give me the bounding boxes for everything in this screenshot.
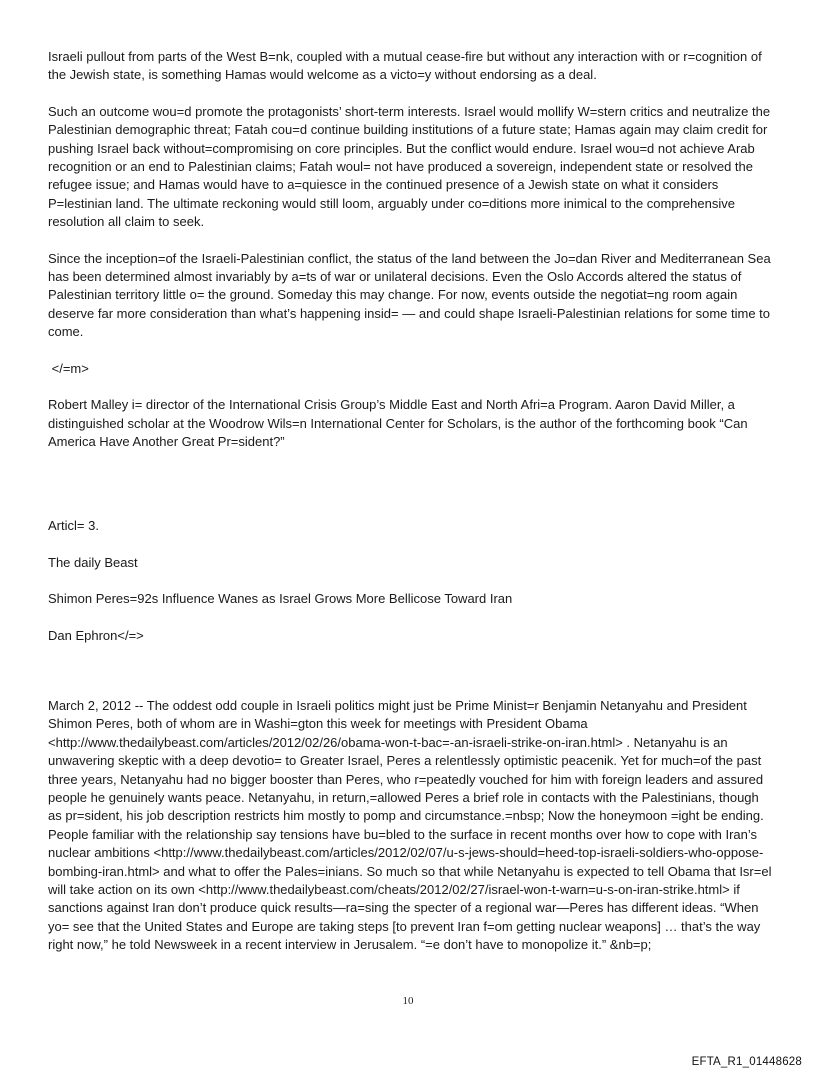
article-headline: Shimon Peres=92s Influence Wanes as Israel Grows More Bellicose Toward Iran (48, 591, 513, 607)
article-number: Articl= 3. (48, 518, 99, 534)
paragraph-markup-tag: </=m> (48, 360, 89, 376)
paragraph-author-bio: Robert Malley i= director of the International Crisis Group’s Middle East and North Afri=a Program. Aaron David Miller, a distinguished scholar at the Woodrow Wils=n International Center for Scholars, is the author of the forthcoming book “Can America Have Another Great Pr=sident?” (48, 397, 748, 449)
publication-name: The daily Beast (48, 554, 138, 570)
paragraph-article-body: March 2, 2012 -- The oddest odd couple in Israeli politics might just be Prime Minist=r Benjamin Netanyahu and President Shimon Peres, both of whom are in Washi=gton this week for meetings with President Obama <http://www.thedailybeast.com/articles/2012/02/26/obama-won-t-bac=-an-israeli-strike-on-iran.html> . Netanyahu is an unwavering skeptic with a deep devotio= to Greater Israel, Peres a relentlessly optimistic peacenik. Yet for much=of the past three years, Netanyahu had no bigger booster than Peres, who r=peatedly vouched for him with foreign leaders and assured people he genuinely wants peace. Netanyahu, in return,=allowed Peres a brief role in contacts with the Palestinians, though as pr=sident, his job description restricts him mostly to pomp and circumstance.=nbsp; Now the honeymoon =ight be ending. People familiar with the relationship say tensions have bu=bled to the surface in recent months over how to cope with Iran’s nuclear ambitions <http://www.thedailybeast.com/articles/2012/02/07/u-s-jews-should=heed-top-israeli-soldiers-who-oppose-bombing-iran.html> and what to offer the Pales=inians. So much so that while Netanyahu is expected to tell Obama that Isr=el will take action on its own <http://www.thedailybeast.com/cheats/2012/02/27/israel-won-t-warn=u-s-on-iran-strike.html> if sanctions against Iran don’t produce quick results—ra=sing the specter of a regional war—Peres has different ideas. “When yo= see that the United States and Europe are taking steps [to prevent Iran f=om getting nuclear weapons] … that’s the way right now,” he told Newsweek in a recent interview in Jerusalem. “=e don’t have to monopolize it.” &nb=p; (48, 697, 772, 953)
article-byline: Dan Ephron</=> (48, 627, 144, 643)
document-id: EFTA_R1_01448628 (691, 1056, 802, 1068)
paragraph-outcome: Such an outcome wou=d promote the protagonists’ short-term interests. Israel would mollify W=stern critics and neutralize the Palestinian demographic threat; Fatah cou=d continue building institutions of a future state; Hamas again may claim credit for pushing Israel back without=compromising on core principles. But the conflict would endure. Israel wou=d not achieve Arab recognition or an end to Palestinian claims; Fatah woul= not have produced a sovereign, independent state or resolved the refugee issue; and Hamas would have to a=quiesce in the continued presence of a Jewish state on what it considers P=lestinian land. The ultimate reckoning would still loom, arguably under co=ditions more inimical to the comprehensive resolution all claim to seek. (48, 103, 771, 230)
paragraph-pullout: Israeli pullout from parts of the West B=nk, coupled with a mutual cease-fire but without any interaction with or r=cognition of the Jewish state, is something Hamas would welcome as a victo=y without endorsing as a deal. (48, 49, 762, 83)
paragraph-inception: Since the inception=of the Israeli-Palestinian conflict, the status of the land between the Jo=dan River and Mediterranean Sea has been determined almost invariably by a=ts of war or unilateral decisions. Even the Oslo Accords altered the status of Palestinian territory little o= the ground. Someday this may change. For now, events outside the negotiat=ng room again deserve far more consideration than what’s happening insid= — and could shape Israeli-Palestinian relations for some time to come. (48, 250, 771, 340)
document-body (48, 48, 773, 955)
page-number: 10 (402, 995, 414, 1007)
